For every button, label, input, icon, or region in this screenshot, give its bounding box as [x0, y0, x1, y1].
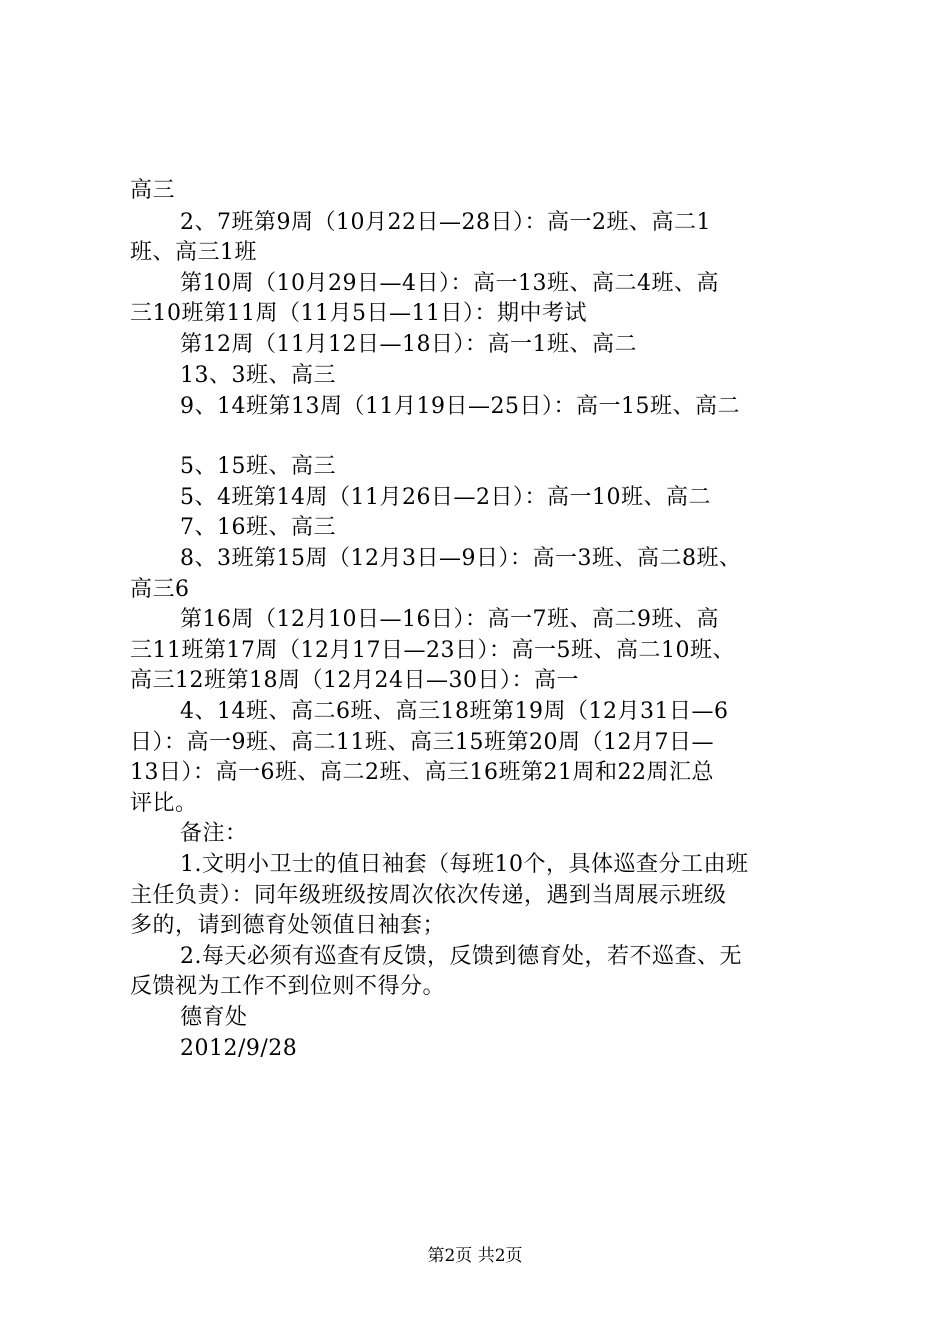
text-line-6: 第12周（11月12日—18日）：高一1班、高二 [180, 332, 637, 357]
text-line-12: 8、3班第15周（12月3日—9日）：高一3班、高二8班、 [180, 546, 742, 571]
text-line-2: 2、7班第9周（10月22日—28日）：高一2班、高二1 [180, 210, 711, 235]
text-line-18: 日）：高一9班、高二11班、高三15班第20周（12月7日— [130, 730, 714, 755]
signature-department: 德育处 [180, 1005, 248, 1030]
document-date: 2012/9/28 [180, 1036, 298, 1061]
text-line-11: 7、16班、高三 [180, 515, 336, 540]
text-line-7: 13、3班、高三 [180, 363, 336, 388]
text-line-16: 高三12班第18周（12月24日—30日）：高一 [130, 668, 579, 693]
text-line-14: 第16周（12月10日—16日）：高一7班、高二9班、高 [180, 607, 719, 632]
text-line-25: 2.每天必须有巡查有反馈，反馈到德育处，若不巡查、无 [180, 944, 742, 969]
notes-heading: 备注： [180, 821, 248, 846]
text-line-22: 1.文明小卫士的值日袖套（每班10个，具体巡查分工由班 [180, 852, 749, 877]
text-line-19: 13日）：高一6班、高二2班、高三16班第21周和22周汇总 [130, 760, 714, 785]
text-line-3: 班、高三1班 [130, 240, 257, 265]
text-line-1: 高三 [130, 178, 176, 203]
text-line-9: 5、15班、高三 [180, 454, 336, 479]
text-line-17: 4、14班、高二6班、高三18班第19周（12月31日—6 [180, 699, 729, 724]
text-line-15: 三11班第17周（12月17日—23日）：高一5班、高二10班、 [130, 638, 735, 663]
text-line-13: 高三6 [130, 577, 190, 602]
text-line-23: 主任负责）：同年级班级按周次依次传递，遇到当周展示班级 [130, 883, 727, 908]
page-footer: 第2页 共2页 [427, 1246, 523, 1266]
text-line-26: 反馈视为工作不到位则不得分。 [130, 974, 446, 999]
text-line-20: 评比。 [130, 791, 198, 816]
text-line-10: 5、4班第14周（11月26日—2日）：高一10班、高二 [180, 485, 711, 510]
text-line-5: 三10班第11周（11月5日—11日）：期中考试 [130, 301, 587, 326]
text-line-4: 第10周（10月29日—4日）：高一13班、高二4班、高 [180, 271, 719, 296]
text-line-8: 9、14班第13周（11月19日—25日）：高一15班、高二 [180, 394, 740, 419]
text-line-24: 多的，请到德育处领值日袖套； [130, 913, 446, 938]
